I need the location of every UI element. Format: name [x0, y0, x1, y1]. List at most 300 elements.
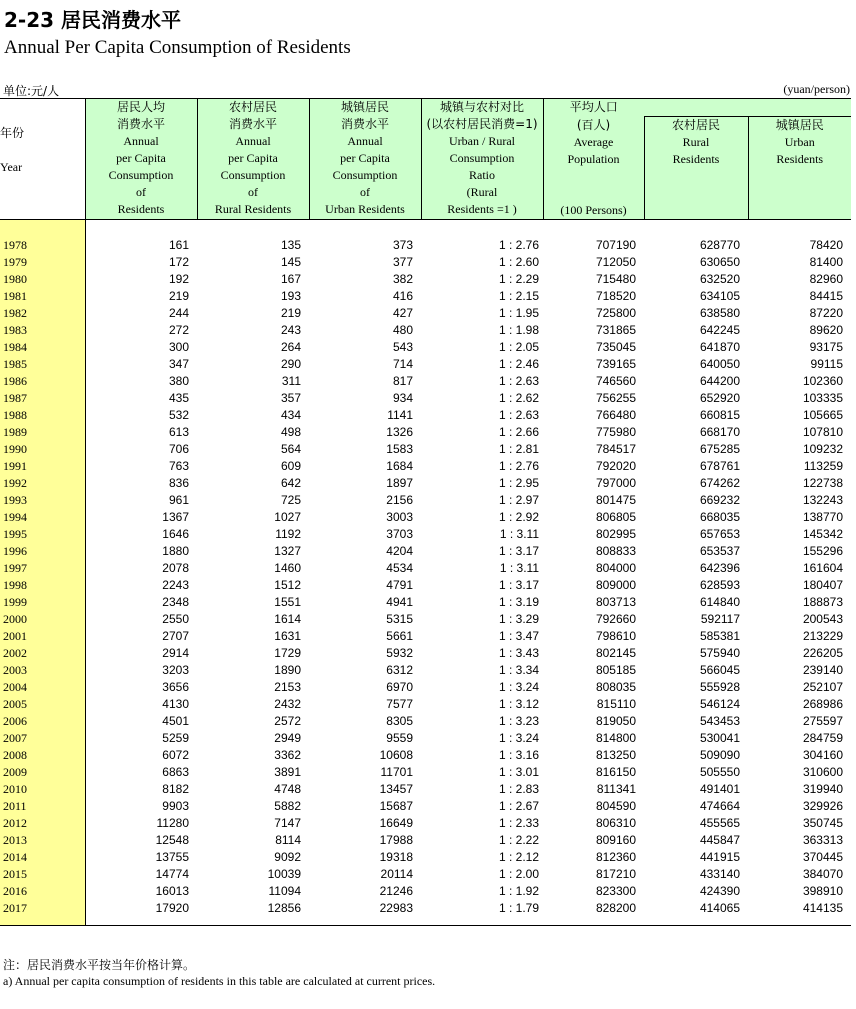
- urban-population-cell: 107810: [802, 425, 843, 439]
- header-text: Residents =1 ): [447, 202, 517, 216]
- population-cell: 809000: [595, 578, 636, 592]
- ratio-cell: 1 : 2.63: [498, 408, 539, 422]
- rural-population-cell: 628593: [699, 578, 740, 592]
- rural-population-cell: 640050: [699, 357, 740, 371]
- population-cell: 801475: [595, 493, 636, 507]
- year-cell: 2015: [0, 866, 85, 883]
- header-year-cn: 年份: [0, 126, 25, 140]
- year-cell: 2003: [0, 662, 85, 679]
- urban-cell: 20114: [380, 867, 413, 881]
- urban-cell: 416: [392, 289, 413, 303]
- ratio-cell: 1 : 3.17: [498, 544, 539, 558]
- urban-cell: 22983: [379, 901, 413, 915]
- table-row: [0, 543, 851, 560]
- header-text: of: [360, 185, 370, 199]
- table-row: [0, 339, 851, 356]
- rural-population-cell: 445847: [699, 833, 740, 847]
- header-text: Consumption: [220, 168, 286, 182]
- table-row: [0, 305, 851, 322]
- year-cell: [0, 220, 85, 238]
- table-row: [0, 662, 851, 679]
- rural-population-cell: 614840: [699, 595, 740, 609]
- rural-cell: 1460: [274, 561, 301, 575]
- header-text: Consumption: [449, 151, 515, 165]
- header-year: [0, 99, 85, 220]
- header-rural: [197, 99, 309, 220]
- urban-population-cell: 200543: [802, 612, 843, 626]
- rural-cell: 1890: [274, 663, 301, 677]
- per-capita-cell: 219: [168, 289, 189, 303]
- ratio-cell: 1 : 2.76: [498, 238, 539, 252]
- ratio-cell: 1 : 2.05: [498, 340, 539, 354]
- urban-population-cell: 87220: [809, 306, 843, 320]
- unit-label-en: (yuan/person): [783, 82, 850, 96]
- header-text: Annual: [235, 134, 271, 148]
- urban-cell: 2156: [386, 493, 413, 507]
- year-cell: 2008: [0, 747, 85, 764]
- header-text: of: [248, 185, 258, 199]
- urban-cell: 714: [392, 357, 413, 371]
- ratio-cell: 1 : 2.63: [498, 374, 539, 388]
- urban-cell: 7577: [386, 697, 413, 711]
- year-cell: 2014: [0, 849, 85, 866]
- header-text: 城镇居民: [775, 118, 824, 132]
- urban-cell: 11701: [380, 765, 413, 779]
- per-capita-cell: 4130: [162, 697, 189, 711]
- urban-cell: 17988: [379, 833, 413, 847]
- urban-cell: 1583: [386, 442, 413, 456]
- rural-cell: 609: [280, 459, 301, 473]
- footnote-en: a) Annual per capita consumption of residents in this table are calculated at current prices.: [3, 974, 436, 988]
- header-text: Residents: [117, 202, 165, 216]
- per-capita-cell: 1646: [162, 527, 189, 541]
- header-text: (百人): [576, 117, 611, 132]
- year-cell: 1988: [0, 407, 85, 424]
- rural-cell: 1512: [274, 578, 301, 592]
- per-capita-cell: 763: [168, 459, 189, 473]
- rural-population-cell: 566045: [699, 663, 740, 677]
- header-text: per Capita: [228, 151, 278, 165]
- per-capita-cell: 1880: [162, 544, 189, 558]
- rural-population-cell: 641870: [699, 340, 740, 354]
- table-row: [0, 441, 851, 458]
- header-text: 平均人口: [569, 100, 618, 114]
- population-cell: 715480: [595, 272, 636, 286]
- per-capita-cell: 380: [168, 374, 189, 388]
- table-row: [0, 237, 851, 254]
- rural-population-cell: 674262: [699, 476, 740, 490]
- urban-cell: 5315: [386, 612, 413, 626]
- table-header: [0, 99, 851, 220]
- rural-population-cell: 669232: [699, 493, 740, 507]
- population-cell: 803713: [595, 595, 636, 609]
- year-cell: 1986: [0, 373, 85, 390]
- ratio-cell: 1 : 1.79: [498, 901, 539, 915]
- rural-population-cell: 441915: [699, 850, 740, 864]
- urban-population-cell: 180407: [802, 578, 843, 592]
- urban-cell: 19318: [379, 850, 413, 864]
- population-cell: 718520: [595, 289, 636, 303]
- table-title-en: Annual Per Capita Consumption of Residents: [4, 37, 351, 58]
- population-cell: 808035: [595, 680, 636, 694]
- rural-cell: 145: [280, 255, 301, 269]
- population-cell: 812360: [595, 850, 636, 864]
- table-row: [0, 356, 851, 373]
- rural-population-cell: 543453: [699, 714, 740, 728]
- year-cell: 2002: [0, 645, 85, 662]
- urban-population-cell: 84415: [809, 289, 843, 303]
- population-cell: 735045: [595, 340, 636, 354]
- rural-population-cell: 546124: [699, 697, 740, 711]
- rural-population-cell: 632520: [699, 272, 740, 286]
- header-text: 居民人均: [116, 100, 165, 114]
- per-capita-cell: 3203: [162, 663, 189, 677]
- population-cell: 766480: [595, 408, 636, 422]
- ratio-cell: 1 : 3.01: [498, 765, 539, 779]
- rural-cell: 2432: [274, 697, 301, 711]
- rural-cell: 9092: [274, 850, 301, 864]
- urban-cell: 13457: [379, 782, 413, 796]
- per-capita-cell: 347: [168, 357, 189, 371]
- table-row: [0, 390, 851, 407]
- rural-cell: 642: [280, 476, 301, 490]
- header-text: (以农村居民消费=1): [426, 117, 538, 131]
- urban-cell: 4941: [386, 595, 413, 609]
- rural-cell: 311: [281, 374, 301, 388]
- table-title-cn: 2-23 居民消费水平: [4, 8, 182, 32]
- year-cell: 2006: [0, 713, 85, 730]
- header-text: Residents: [672, 152, 720, 166]
- per-capita-cell: 6072: [162, 748, 189, 762]
- table-row: [0, 509, 851, 526]
- urban-population-cell: 370445: [802, 850, 843, 864]
- year-cell: 2000: [0, 611, 85, 628]
- header-text: 消费水平: [228, 117, 277, 131]
- urban-population-cell: 239140: [802, 663, 843, 677]
- year-cell: 2011: [0, 798, 85, 815]
- urban-cell: 4791: [386, 578, 413, 592]
- per-capita-cell: 192: [168, 272, 189, 286]
- year-cell: 1997: [0, 560, 85, 577]
- header-text: Ratio: [469, 168, 495, 182]
- year-cell: 2013: [0, 832, 85, 849]
- per-capita-cell: 8182: [162, 782, 189, 796]
- empty-cell: [85, 917, 851, 926]
- rural-population-cell: 668035: [699, 510, 740, 524]
- urban-population-cell: 93175: [809, 340, 843, 354]
- rural-population-cell: 491401: [699, 782, 740, 796]
- per-capita-cell: 272: [168, 323, 189, 337]
- urban-cell: 6312: [386, 663, 413, 677]
- header-text: 城镇与农村对比: [439, 100, 524, 114]
- header-text: 消费水平: [340, 117, 389, 131]
- rural-cell: 1551: [274, 595, 301, 609]
- urban-population-cell: 78420: [809, 238, 843, 252]
- population-cell: 746560: [595, 374, 636, 388]
- urban-cell: 1897: [386, 476, 413, 490]
- rural-cell: 4748: [274, 782, 301, 796]
- per-capita-cell: 2348: [162, 595, 189, 609]
- per-capita-cell: 12548: [155, 833, 189, 847]
- rural-cell: 357: [280, 391, 301, 405]
- header-text: per Capita: [340, 151, 390, 165]
- header-population-detail: [543, 117, 644, 220]
- header-per-capita: [85, 99, 197, 220]
- year-cell: 2005: [0, 696, 85, 713]
- ratio-cell: 1 : 2.66: [498, 425, 539, 439]
- urban-cell: 10608: [379, 748, 413, 762]
- population-cell: 792660: [595, 612, 636, 626]
- ratio-cell: 1 : 2.29: [498, 272, 539, 286]
- population-cell: 756255: [595, 391, 636, 405]
- rural-cell: 243: [280, 323, 301, 337]
- rural-population-cell: 652920: [699, 391, 740, 405]
- per-capita-cell: 9903: [162, 799, 189, 813]
- rural-cell: 167: [280, 272, 301, 286]
- rural-population-cell: 505550: [699, 765, 740, 779]
- population-cell: 819050: [595, 714, 636, 728]
- per-capita-cell: 706: [168, 442, 189, 456]
- population-cell: 806805: [595, 510, 636, 524]
- urban-cell: 1141: [387, 408, 413, 422]
- year-cell: 1982: [0, 305, 85, 322]
- rural-population-cell: 509090: [699, 748, 740, 762]
- table-row: [0, 458, 851, 475]
- population-cell: 804590: [595, 799, 636, 813]
- ratio-cell: 1 : 2.76: [498, 459, 539, 473]
- table-row: [0, 424, 851, 441]
- urban-population-cell: 109232: [802, 442, 843, 456]
- urban-cell: 6970: [386, 680, 413, 694]
- header-text: Residents: [776, 152, 824, 166]
- ratio-cell: 1 : 3.17: [498, 578, 539, 592]
- header-text: (100 Persons): [560, 202, 627, 217]
- rural-population-cell: 555928: [699, 680, 740, 694]
- year-cell: 2007: [0, 730, 85, 747]
- per-capita-cell: 532: [168, 408, 189, 422]
- rural-population-cell: 642396: [699, 561, 740, 575]
- ratio-cell: 1 : 2.81: [498, 442, 539, 456]
- year-cell: [0, 917, 85, 926]
- urban-population-cell: 363313: [802, 833, 843, 847]
- table-row: [0, 475, 851, 492]
- per-capita-cell: 172: [168, 255, 189, 269]
- per-capita-cell: 161: [168, 238, 189, 252]
- year-cell: 2010: [0, 781, 85, 798]
- urban-population-cell: 268986: [802, 697, 843, 711]
- table-row: [0, 747, 851, 764]
- table-row: [0, 679, 851, 696]
- table-row: [0, 900, 851, 917]
- population-cell: 817210: [595, 867, 636, 881]
- ratio-cell: 1 : 2.60: [498, 255, 539, 269]
- year-cell: 1989: [0, 424, 85, 441]
- rural-population-cell: 644200: [699, 374, 740, 388]
- table-row: [0, 373, 851, 390]
- rural-cell: 8114: [275, 833, 301, 847]
- rural-population-cell: 575940: [699, 646, 740, 660]
- urban-population-cell: 350745: [802, 816, 843, 830]
- urban-cell: 3003: [386, 510, 413, 524]
- table-row: [0, 730, 851, 747]
- rural-cell: 11094: [268, 884, 301, 898]
- urban-population-cell: 99115: [810, 357, 843, 371]
- header-text: Population: [567, 151, 620, 166]
- table-row: [0, 322, 851, 339]
- urban-cell: 543: [392, 340, 413, 354]
- year-cell: 1996: [0, 543, 85, 560]
- urban-population-cell: 89620: [809, 323, 843, 337]
- per-capita-cell: 17920: [155, 901, 189, 915]
- rural-cell: 12856: [267, 901, 301, 915]
- rural-cell: 2949: [274, 731, 301, 745]
- population-cell: 707190: [595, 238, 636, 252]
- year-cell: 2004: [0, 679, 85, 696]
- urban-cell: 1684: [386, 459, 413, 473]
- rural-population-cell: 433140: [699, 867, 740, 881]
- table-row: [0, 781, 851, 798]
- urban-population-cell: 319940: [802, 782, 843, 796]
- table-body: [0, 220, 851, 926]
- table-row: [0, 560, 851, 577]
- header-text: Rural: [682, 135, 710, 149]
- rural-population-cell: 585381: [699, 629, 740, 643]
- header-population: [543, 99, 644, 117]
- population-cell: 725800: [595, 306, 636, 320]
- rural-cell: 725: [280, 493, 301, 507]
- ratio-cell: 1 : 2.83: [498, 782, 539, 796]
- per-capita-cell: 300: [168, 340, 189, 354]
- rural-cell: 3891: [274, 765, 301, 779]
- per-capita-cell: 4501: [162, 714, 189, 728]
- table-row: [0, 271, 851, 288]
- per-capita-cell: 11280: [156, 816, 189, 830]
- table-row: [0, 883, 851, 900]
- population-cell: 802995: [595, 527, 636, 541]
- urban-cell: 480: [392, 323, 413, 337]
- year-cell: 1994: [0, 509, 85, 526]
- table-row: [0, 492, 851, 509]
- population-cell: 828200: [595, 901, 636, 915]
- population-cell: 809160: [595, 833, 636, 847]
- year-cell: 1995: [0, 526, 85, 543]
- population-cell: 811341: [596, 782, 636, 796]
- year-cell: 1990: [0, 441, 85, 458]
- urban-cell: 373: [392, 238, 413, 252]
- year-cell: 2016: [0, 883, 85, 900]
- per-capita-cell: 6863: [162, 765, 189, 779]
- rural-population-cell: 474664: [699, 799, 740, 813]
- header-text: Average: [573, 134, 614, 149]
- header-text: 农村居民: [671, 118, 720, 132]
- year-cell: 1985: [0, 356, 85, 373]
- population-cell: 784517: [595, 442, 636, 456]
- urban-population-cell: 138770: [802, 510, 843, 524]
- rural-cell: 498: [280, 425, 301, 439]
- table-row: [0, 866, 851, 883]
- urban-population-cell: 105665: [802, 408, 843, 422]
- rural-population-cell: 414065: [699, 901, 740, 915]
- rural-cell: 2153: [274, 680, 301, 694]
- rural-cell: 564: [280, 442, 301, 456]
- ratio-cell: 1 : 2.92: [498, 510, 539, 524]
- ratio-cell: 1 : 3.24: [498, 680, 539, 694]
- urban-cell: 817: [392, 374, 413, 388]
- rural-cell: 193: [280, 289, 301, 303]
- rural-cell: 5882: [274, 799, 301, 813]
- ratio-cell: 1 : 1.98: [498, 323, 539, 337]
- urban-cell: 8305: [386, 714, 413, 728]
- header-text: Urban Residents: [325, 202, 405, 216]
- year-cell: 1992: [0, 475, 85, 492]
- rural-population-cell: 642245: [699, 323, 740, 337]
- population-cell: 814800: [595, 731, 636, 745]
- footnote-cn: 注：居民消费水平按当年价格计算。: [3, 958, 196, 972]
- rural-population-cell: 668170: [699, 425, 740, 439]
- per-capita-cell: 435: [168, 391, 189, 405]
- header-text: (Rural: [466, 185, 498, 199]
- ratio-cell: 1 : 3.12: [498, 697, 539, 711]
- ratio-cell: 1 : 2.15: [498, 289, 539, 303]
- ratio-cell: 1 : 3.11: [499, 561, 539, 575]
- header-text: Consumption: [108, 168, 174, 182]
- table-row: [0, 628, 851, 645]
- header-text: per Capita: [116, 151, 166, 165]
- ratio-cell: 1 : 3.19: [498, 595, 539, 609]
- year-cell: 2009: [0, 764, 85, 781]
- population-cell: 816150: [595, 765, 636, 779]
- rural-population-cell: 675285: [699, 442, 740, 456]
- table-row: [0, 407, 851, 424]
- spacer-row: [0, 917, 851, 926]
- per-capita-cell: 2707: [162, 629, 189, 643]
- ratio-cell: 1 : 2.12: [498, 850, 539, 864]
- table-row: [0, 577, 851, 594]
- population-cell: 731865: [595, 323, 636, 337]
- header-text: Rural Residents: [214, 202, 292, 216]
- population-cell: 806310: [595, 816, 636, 830]
- rural-cell: 135: [280, 238, 301, 252]
- urban-population-cell: 304160: [802, 748, 843, 762]
- table-row: [0, 798, 851, 815]
- per-capita-cell: 2914: [162, 646, 189, 660]
- ratio-cell: 1 : 3.11: [499, 527, 539, 541]
- header-population-rural: [644, 117, 748, 220]
- urban-population-cell: 122738: [802, 476, 843, 490]
- urban-population-cell: 82960: [809, 272, 843, 286]
- per-capita-cell: 2243: [162, 578, 189, 592]
- rural-cell: 219: [280, 306, 301, 320]
- rural-population-cell: 657653: [699, 527, 740, 541]
- urban-population-cell: 398910: [802, 884, 843, 898]
- spacer-row: [0, 220, 851, 238]
- population-cell: 808833: [595, 544, 636, 558]
- urban-population-cell: 310600: [802, 765, 843, 779]
- header-text: Urban: [784, 135, 815, 149]
- rural-cell: 10039: [267, 867, 301, 881]
- urban-population-cell: 161604: [802, 561, 843, 575]
- table-row: [0, 288, 851, 305]
- per-capita-cell: 2078: [162, 561, 189, 575]
- header-text: Annual: [123, 134, 159, 148]
- ratio-cell: 1 : 2.67: [498, 799, 539, 813]
- ratio-cell: 1 : 3.34: [498, 663, 539, 677]
- ratio-cell: 1 : 2.00: [498, 867, 539, 881]
- urban-cell: 377: [392, 255, 413, 269]
- rural-population-cell: 634105: [699, 289, 740, 303]
- urban-population-cell: 329926: [802, 799, 843, 813]
- urban-cell: 1326: [386, 425, 413, 439]
